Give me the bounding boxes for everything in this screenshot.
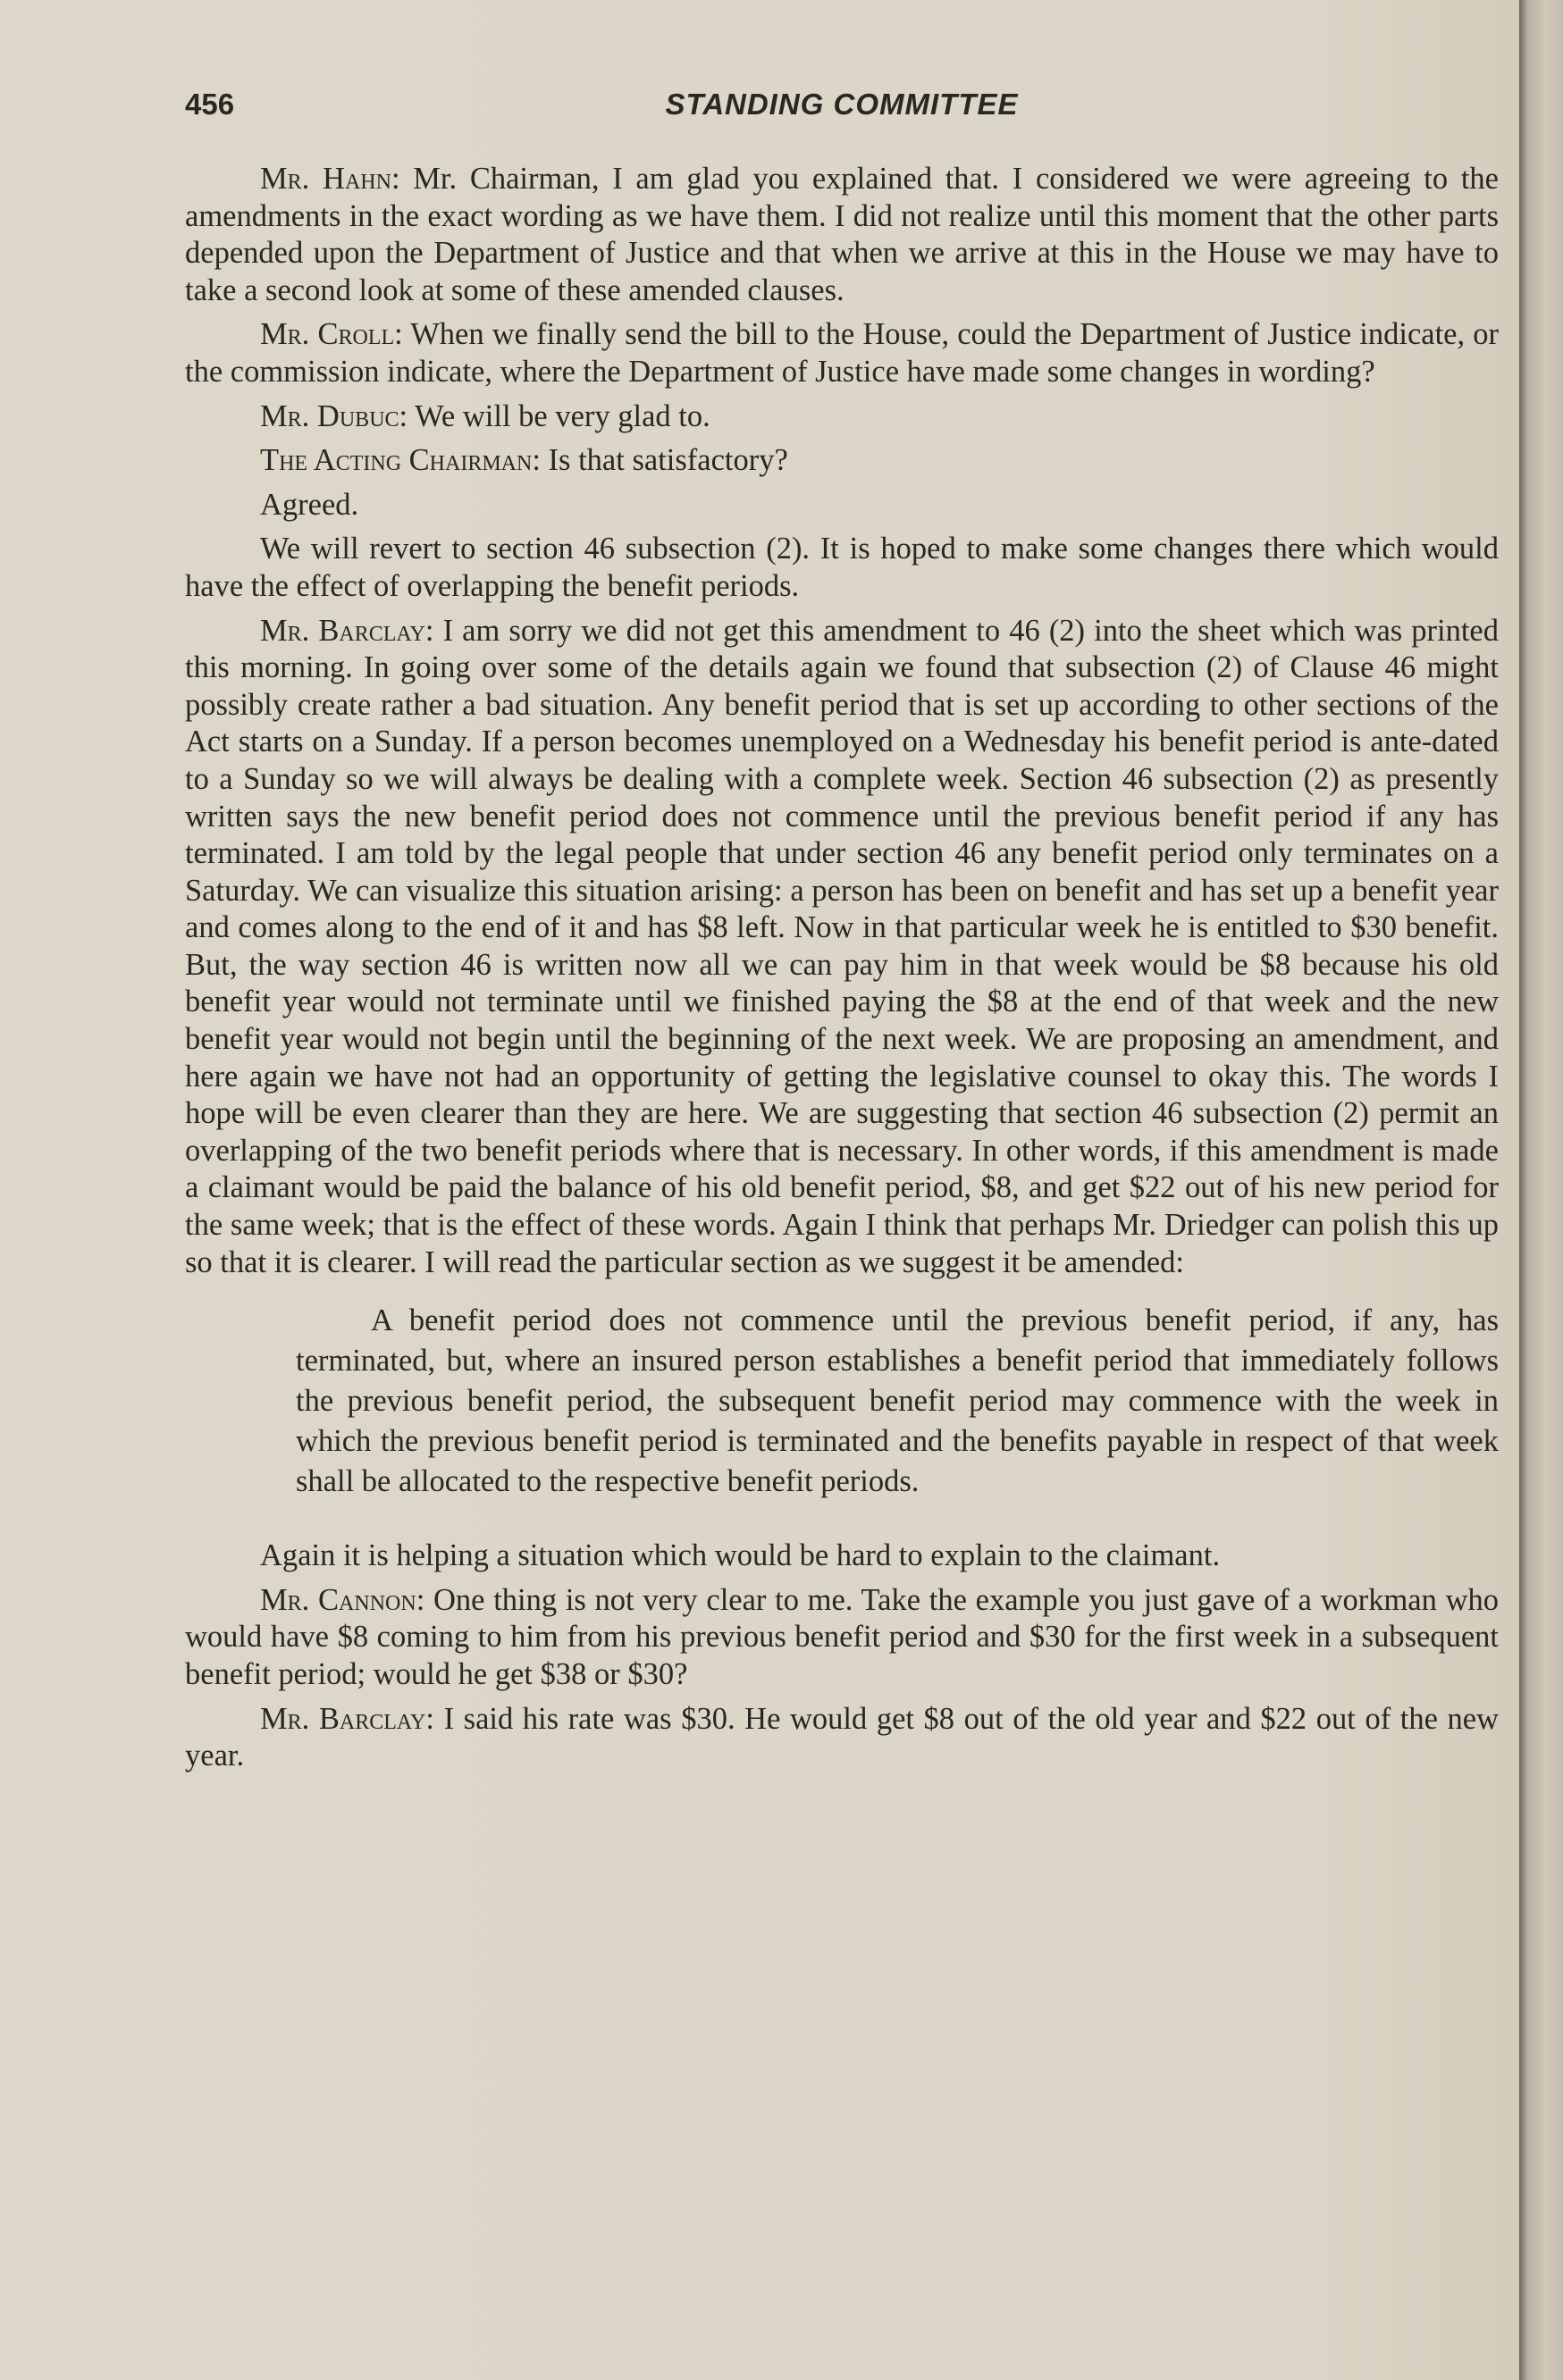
paragraph-text: : When we finally send the bill to the House, could the Department of Justice indicate, or the commission indicate, where the Department of Justice have made some changes in wording?	[185, 317, 1499, 389]
paragraph-croll	[185, 316, 1499, 390]
paragraph-text: Agreed.	[260, 487, 359, 522]
running-head: STANDING COMMITTEE	[665, 88, 1019, 121]
paragraph-text: : One thing is not very clear to me. Take the example you just gave of a workman who would have $8 coming to him from his previous benefit period and $30 for the first week in a subsequent benefit period; would he get $38 or $30?	[185, 1582, 1499, 1691]
speaker-name: Mr. Dubuc	[260, 398, 399, 433]
speaker-name: Mr. Barclay	[260, 1701, 426, 1736]
speaker-name: Mr. Cannon	[260, 1582, 416, 1617]
quote-text: A benefit period does not commence until the previous benefit period, if any, has terminated, but, where an insured person establishes a benefit period that immediately follows the previous benefit period, the subsequent benefit period may commence with the week in which the previous benefit period is terminated and the benefits payable in respect of that week shall be allocated to the respective benefit periods.	[296, 1303, 1499, 1499]
paragraph-text: : We will be very glad to.	[399, 398, 710, 433]
paragraph-barclay	[185, 613, 1499, 1282]
paragraph-barclay-reply	[185, 1701, 1499, 1775]
speaker-name: Mr. Croll	[260, 317, 395, 352]
document-body	[185, 161, 1499, 1782]
paragraph-dubuc	[185, 398, 1499, 436]
paragraph-text: : Mr. Chairman, I am glad you explained that. I considered we were agreeing to the amendments in the exact wording as we have them. I did not realize until this moment that the other parts depended upon the Department of Justice and that when we arrive at this in the House we may have to take a second look at some of these amended clauses.	[185, 162, 1499, 307]
page-number: 456	[185, 88, 235, 121]
paragraph-text: Again it is helping a situation which would be hard to explain to the claimant.	[260, 1538, 1221, 1573]
paragraph-revert	[185, 531, 1499, 605]
paragraph-again	[185, 1538, 1499, 1575]
paragraph-text: : Is that satisfactory?	[532, 443, 788, 478]
block-quote	[296, 1301, 1499, 1502]
book-page-edge	[1519, 0, 1563, 2380]
speaker-name: The Acting Chairman	[260, 443, 533, 478]
paragraph-cannon	[185, 1582, 1499, 1694]
speaker-name: Mr. Barclay	[260, 613, 425, 648]
paragraph-acting-chairman	[185, 442, 1499, 480]
paragraph-text: : I said his rate was $30. He would get $8 out of the old year and $22 out of the new year.	[185, 1701, 1499, 1773]
paragraph-text: We will revert to section 46 subsection (2). It is hoped to make some changes there which would have the effect of overlapping the benefit periods.	[185, 532, 1499, 603]
paragraph-text: : I am sorry we did not get this amendment to 46 (2) into the sheet which was printed this morning. In going over some of the details again we found that subsection (2) of Clause 46 might possibly create rather a bad situation. Any benefit period that is set up according to other sections of the Act starts on a Sunday. If a person becomes unemployed on a Wednesday his benefit period is ante-dated to a Sunday so we will always be dealing with a complete week. Section 46 subsection (2) as presently written says the new benefit period does not commence until the previous benefit period if any has terminated. I am told by the legal people that under section 46 any benefit period only terminates on a Saturday. We can visualize this situation arising: a person has been on benefit and has set up a benefit year and comes along to the end of it and has $8 left. Now in that particular week he is entitled to $30 benefit. But, the way section 46 is written now all we can pay him in that week would be $8 because his old benefit year would not terminate until we finished paying the $8 at the end of that week and the new benefit year would not begin until the beginning of the next week. We are proposing an amendment, and here again we have not had an opportunity of getting the legislative counsel to okay this. The words I hope will be even clearer than they are here. We are suggesting that section 46 subsection (2) permit an overlapping of the two benefit periods where that is necessary. In other words, if this amendment is made a claimant would be paid the balance of his old benefit period, $8, and get $22 out of his new period for the same week; that is the effect of these words. Again I think that perhaps Mr. Driedger can polish this up so that it is clearer. I will read the particular section as we suggest it be amended:	[185, 613, 1499, 1279]
page-header	[185, 88, 1499, 128]
paragraph-hahn	[185, 161, 1499, 309]
speaker-name: Mr. Hahn	[260, 162, 391, 196]
paragraph-agreed	[185, 487, 1499, 524]
